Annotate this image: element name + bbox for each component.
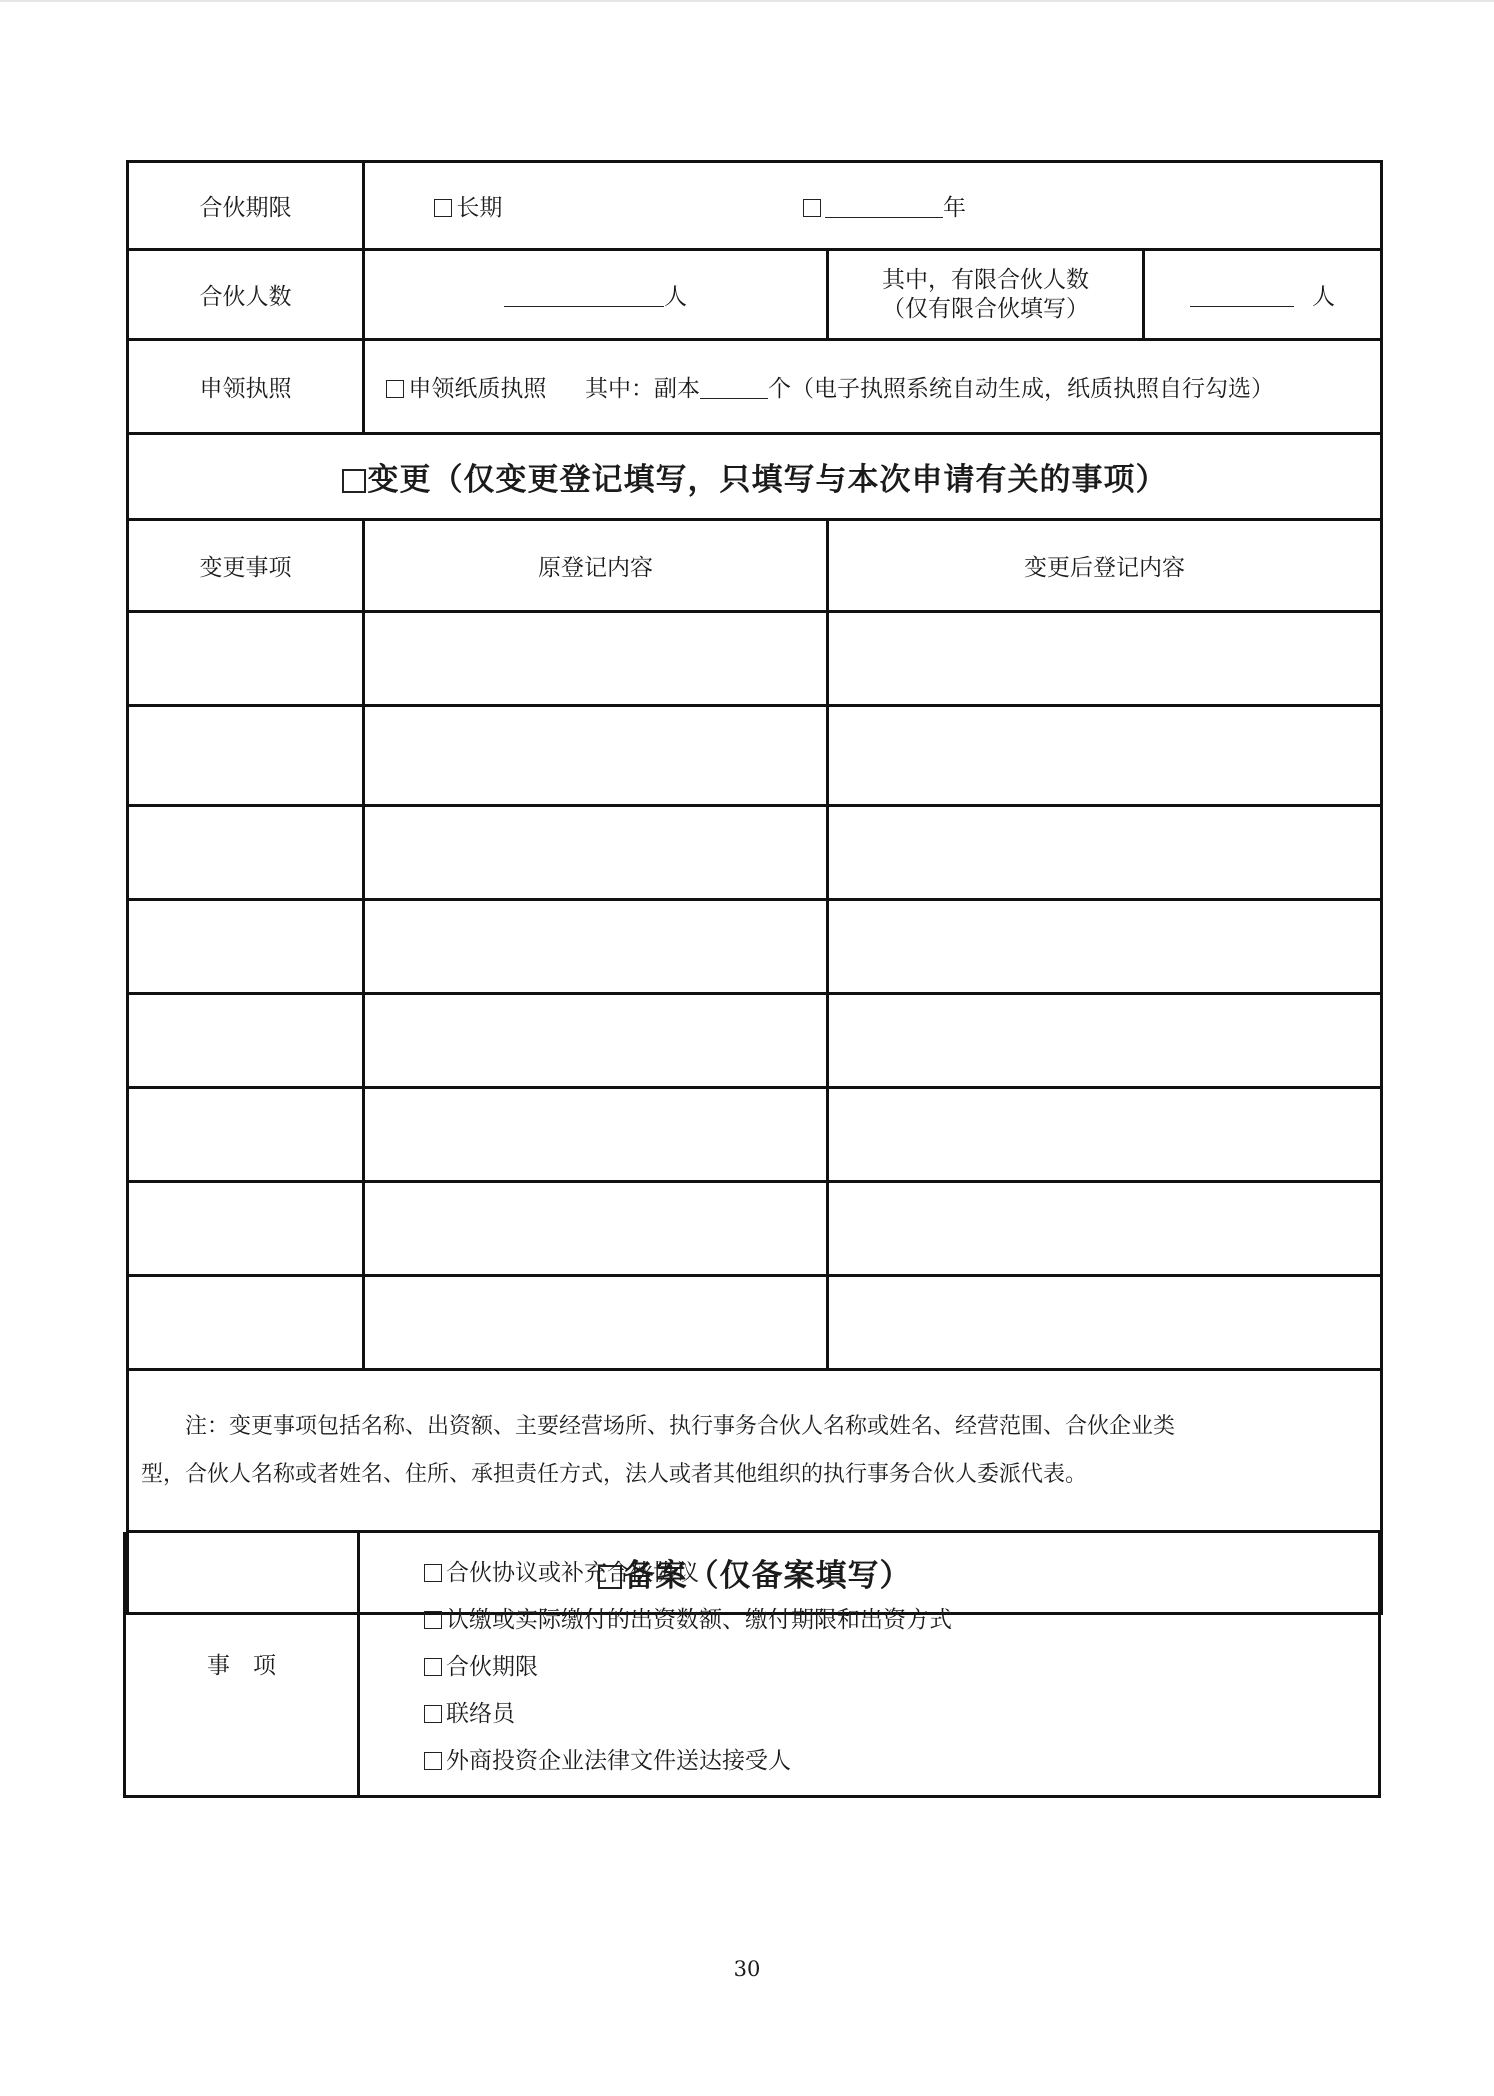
col-header-original: 原登记内容 [364, 520, 828, 612]
original-content-cell[interactable] [364, 1276, 828, 1370]
license-row [128, 340, 1382, 434]
registration-form-table [126, 160, 1383, 1615]
change-item-cell[interactable] [128, 1276, 364, 1370]
changed-content-cell[interactable] [828, 806, 1382, 900]
change-item-cell[interactable] [128, 612, 364, 706]
partners-label: 合伙人数 [128, 250, 364, 340]
change-item-cell[interactable] [128, 1182, 364, 1276]
filing-items-label: 事 项 [125, 1532, 359, 1797]
original-content-cell[interactable] [364, 706, 828, 806]
change-heading-row [128, 434, 1382, 520]
changed-content-cell[interactable] [828, 1276, 1382, 1370]
original-content-cell[interactable] [364, 994, 828, 1088]
term-long-checkbox[interactable] [434, 199, 452, 217]
change-item-cell[interactable] [128, 900, 364, 994]
term-years-suffix: 年 [942, 195, 966, 221]
filing-item-checkbox[interactable] [424, 1658, 442, 1676]
change-table-header [128, 520, 1382, 612]
filing-item-checkbox[interactable] [424, 1752, 442, 1770]
partners-row [128, 250, 1382, 340]
filing-heading-text: 备案（仅备案填写） [623, 1558, 912, 1594]
change-item-cell[interactable] [128, 1088, 364, 1182]
table-row [128, 900, 1382, 994]
limited-partners-unit: 人 [1312, 284, 1335, 310]
table-row [128, 1276, 1382, 1370]
filing-items-list [359, 1532, 1380, 1797]
term-long-label: 长期 [456, 195, 503, 221]
term-years-checkbox[interactable] [803, 199, 821, 217]
change-note-line2: 型，合伙人名称或者姓名、住所、承担责任方式，法人或者其他组织的执行事务合伙人委派代表。 [141, 1461, 1088, 1487]
limited-partners-label [828, 250, 1144, 340]
original-content-cell[interactable] [364, 900, 828, 994]
change-item-cell[interactable] [128, 806, 364, 900]
col-header-changed: 变更后登记内容 [828, 520, 1382, 612]
change-note [128, 1370, 1382, 1532]
changed-content-cell[interactable] [828, 612, 1382, 706]
filing-items-table [123, 1532, 1381, 1798]
copies-input[interactable] [700, 378, 768, 399]
license-options [364, 340, 1382, 434]
changed-content-cell[interactable] [828, 900, 1382, 994]
filing-item-checkbox[interactable] [424, 1564, 442, 1582]
scan-top-edge [0, 0, 1494, 2]
table-row [128, 994, 1382, 1088]
changed-content-cell[interactable] [828, 1182, 1382, 1276]
limited-partners-label-line1: 其中，有限合伙人数 [882, 266, 1089, 293]
changed-content-cell[interactable] [828, 706, 1382, 806]
table-row [128, 612, 1382, 706]
change-note-row [128, 1370, 1382, 1532]
filing-item[interactable]: 认缴或实际缴付的出资数额、缴付期限和出资方式 [424, 1597, 1378, 1644]
limited-partners-count-cell [1144, 250, 1382, 340]
term-options [364, 162, 1382, 250]
table-row [128, 1088, 1382, 1182]
original-content-cell[interactable] [364, 806, 828, 900]
term-years-input[interactable] [825, 197, 943, 218]
change-heading-text: 变更（仅变更登记填写，只填写与本次申请有关的事项） [367, 462, 1168, 498]
partners-count-input[interactable] [504, 286, 664, 307]
original-content-cell[interactable] [364, 1088, 828, 1182]
page-number: 30 [733, 1957, 761, 1981]
table-row [128, 806, 1382, 900]
limited-partners-label-line2: （仅有限合伙填写） [882, 295, 1089, 322]
filing-item[interactable]: 联络员 [424, 1691, 1378, 1738]
copies-prefix: 其中：副本 [584, 376, 700, 402]
original-content-cell[interactable] [364, 1182, 828, 1276]
table-row [128, 706, 1382, 806]
copies-suffix: 个（电子执照系统自动生成，纸质执照自行勾选） [767, 376, 1274, 402]
table-row [128, 1182, 1382, 1276]
license-label: 申领执照 [128, 340, 364, 434]
col-header-item: 变更事项 [128, 520, 364, 612]
filing-item[interactable]: 外商投资企业法律文件送达接受人 [424, 1738, 1378, 1785]
filing-item-checkbox[interactable] [424, 1705, 442, 1723]
change-item-cell[interactable] [128, 994, 364, 1088]
filing-item-checkbox[interactable] [424, 1611, 442, 1629]
changed-content-cell[interactable] [828, 994, 1382, 1088]
change-checkbox[interactable] [342, 469, 366, 493]
partners-count-cell [364, 250, 828, 340]
paper-license-checkbox[interactable] [386, 380, 404, 398]
paper-license-label: 申领纸质执照 [408, 376, 547, 402]
term-label: 合伙期限 [128, 162, 364, 250]
filing-items-row [125, 1532, 1380, 1797]
change-note-line1: 注：变更事项包括名称、出资额、主要经营场所、执行事务合伙人名称或姓名、经营范围、合伙企业类 [185, 1413, 1176, 1439]
partners-unit: 人 [664, 284, 687, 310]
change-item-cell[interactable] [128, 706, 364, 806]
limited-partners-count-input[interactable] [1190, 286, 1294, 307]
changed-content-cell[interactable] [828, 1088, 1382, 1182]
original-content-cell[interactable] [364, 612, 828, 706]
term-row [128, 162, 1382, 250]
filing-item[interactable]: 合伙期限 [424, 1644, 1378, 1691]
change-section-heading [128, 434, 1382, 520]
filing-item[interactable]: 合伙协议或补充合伙协议 [424, 1550, 1378, 1597]
